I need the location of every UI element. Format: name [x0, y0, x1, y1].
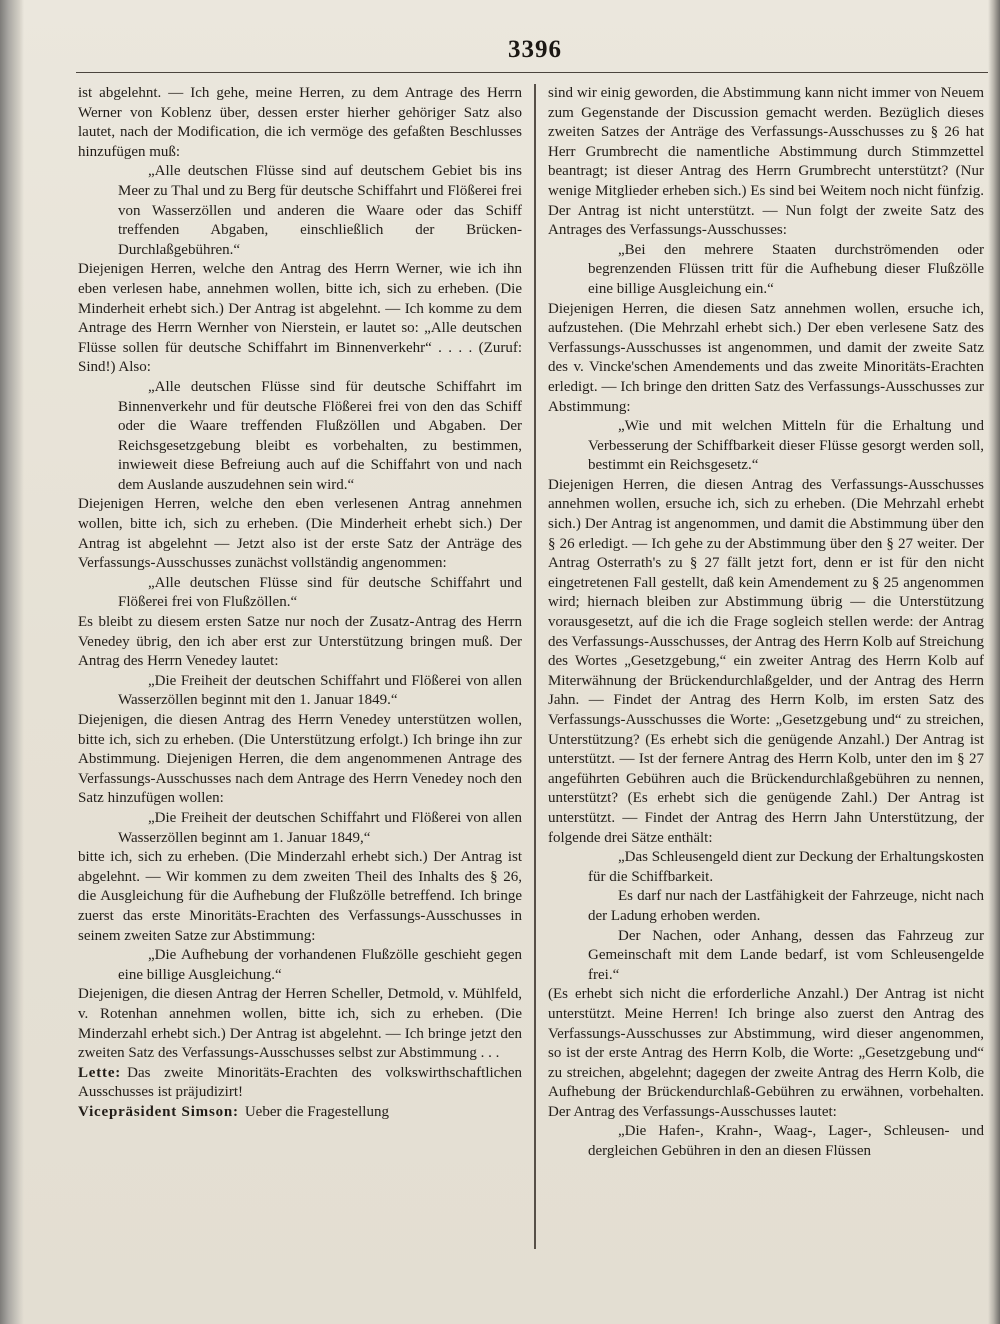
scan-edge-right: [988, 0, 1000, 1324]
header-rule: [76, 72, 988, 73]
body-paragraph: Diejenigen, die diesen Antrag der Herren Scheller, Detmold, v. Mühlfeld, v. Rotenhan annehmen wollen, bitte ich, sich zu erheben. (Die Minderzahl erhebt sich.) Der Antrag ist abgelehnt. — Ich bringe jetzt den zweiten Satz des Verfassungs-Ausschusses selbst zur Abstimmung . . .: [78, 986, 522, 1062]
quoted-motion: „Bei den mehrere Staaten durchströmenden oder begrenzenden Flüssen tritt für die Aufhebung dieser Flußzölle eine billige Ausgleichung ein.“: [588, 241, 984, 297]
scan-edge-left: [0, 0, 24, 1324]
body-paragraph: Diejenigen Herren, die diesen Antrag des Verfassungs-Ausschusses annehmen wollen, ersuche ich, sich zu erheben. (Die Mehrzahl erhebt sich.) Der Antrag ist angenommen, und damit die Abstimmung über den § 26 erledigt. — Ich gehe zu der Abstimmung über den § 27 weiter. Der Antrag Osterrath's zu § 27 fällt jetzt fort, denn er ist für den nicht eingetretenen Fall gestellt, daß kein Amendement zu § 25 angenommen wird; hiernach bleiben zur Abstimmung übrig — die Unterstützung vorausgesetzt, auf die ich die Frage sogleich stellen werde: der Antrag des Verfassungs-Ausschusses, der Antrag des Herrn Kolb auf Streichung des Wortes „Gesetzgebung,“ ein zweiter Antrag des Herrn Kolb auf Miterwähnung der Brückendurchlaßgelder, und der Antrag des Herrn Jahn. — Findet der Antrag des Herrn Kolb, im ersten Satz des Verfassungs-Ausschusses die Worte: „Gesetzgebung und“ zu streichen, Unterstützung? (Es erhebt sich die genügende Anzahl.) Der Antrag ist unterstützt. — Ist der fernere Antrag des Herrn Kolb, unter den im § 27 angeführten Gebühren auch die Brückendurchlaßgebühren zu nennen, unterstützt? (Es erhebt sich die genügende Zahl.) Der Antrag ist unterstützt. — Findet der Antrag des Herrn Jahn Unterstützung, der folgende drei Sätze enthält:: [548, 476, 984, 846]
body-paragraph: Diejenigen Herren, welche den eben verlesenen Antrag annehmen wollen, bitte ich, sich zu erheben. (Die Minderheit erhebt sich.) Der Antrag ist abgelehnt — Jetzt also ist der erste Satz der Anträge des Verfassungs-Ausschusses zunächst vollständig angenommen:: [78, 496, 522, 572]
quoted-motion: Es darf nur nach der Lastfähigkeit der Fahrzeuge, nicht nach der Ladung erhoben werden.: [588, 888, 984, 924]
body-paragraph: Es bleibt zu diesem ersten Satze nur noch der Zusatz-Antrag des Herrn Venedey übrig, den ich aber erst zur Unterstützung bringen muß. Der Antrag des Herrn Venedey lautet:: [78, 614, 522, 670]
quoted-motion: „Die Freiheit der deutschen Schiffahrt und Flößerei von allen Wasserzöllen beginnt am 1. Januar 1849,“: [118, 809, 522, 846]
speaker-name: Lette:: [78, 1064, 122, 1081]
quoted-motion: „Die Aufhebung der vorhandenen Flußzölle geschieht gegen eine billige Ausgleichung.“: [118, 947, 522, 983]
quoted-motion: Der Nachen, oder Anhang, dessen das Fahrzeug zur Gemeinschaft mit dem Lande bedarf, ist vom Schleusengelde frei.“: [588, 927, 984, 983]
quoted-motion: „Die Hafen-, Krahn-, Waag-, Lager-, Schleusen- und dergleichen Gebühren in den an diesen Flüssen: [588, 1123, 984, 1160]
speech-text: Das zweite Minoritäts-Erachten des volkswirthschaftlichen Ausschusses ist präjudizirt!: [78, 1064, 522, 1101]
column-divider: [534, 84, 536, 1249]
body-paragraph: Diejenigen Herren, welche den Antrag des Herrn Werner, wie ich ihn eben verlesen habe, annehmen wollen, bitte ich, sich zu erheben. (Die Minderheit erhebt sich.) Der Antrag ist abgelehnt. — Ich komme zu dem Antrage des Herrn Wernher von Nierstein, er lautet so: „Alle deutschen Flüsse sollen für deutsche Schiffahrt im Binnenverkehr“ . . . . (Zuruf: Sind!) Also:: [78, 261, 522, 376]
speech-simson: [78, 1103, 522, 1123]
body-paragraph: Diejenigen, die diesen Antrag des Herrn Venedey unterstützen wollen, bitte ich, sich zu erheben. (Die Unterstützung erfolgt.) Ich bringe ihn zur Abstimmung. Diejenigen Herren, die dem angenommenen Antrage des Verfassungs-Ausschusses nach dem Antrage des Herrn Venedey noch den Satz hinzufügen wollen:: [78, 712, 522, 807]
speech-text: Ueber die Fragestellung: [244, 1103, 389, 1120]
quoted-motion: „Die Freiheit der deutschen Schiffahrt und Flößerei von allen Wasserzöllen beginnt mit den 1. Januar 1849.“: [118, 672, 522, 709]
quoted-motion: „Alle deutschen Flüsse sind für deutsche Schiffahrt im Binnenverkehr und für deutsche Flößerei frei von den das Schiff oder die Waare treffenden Flußzöllen und Abgaben. Der Reichsgesetzgebung bleibt es vorbehalten, zu bestimmen, inwieweit diese Befreiung auch auf die Schiffahrt von und nach dem Auslande auszudehnen sein wird.“: [118, 378, 522, 493]
body-paragraph: sind wir einig geworden, die Abstimmung kann nicht immer von Neuem zum Gegenstande der Discussion gemacht werden. Bezüglich dieses zweiten Satzes der Anträge des Verfassungs-Ausschusses zu § 26 hat Herr Grumbrecht die namentliche Abstimmung durch Stimmzettel beantragt; ist dieser Antrag des Herrn Grumbrecht unterstützt? (Nur wenige Mitglieder erheben sich.) Es sind bei Weitem noch nicht fünfzig. Der Antrag ist nicht unterstützt. — Nun folgt der zweite Satz des Antrages des Verfassungs-Ausschusses:: [548, 85, 984, 239]
quoted-motion: „Wie und mit welchen Mitteln für die Erhaltung und Verbesserung der Schiffbarkeit dieser Flüsse gesorgt werden soll, bestimmt ein Reichsgesetz.“: [588, 418, 984, 474]
quoted-motion: „Das Schleusengeld dient zur Deckung der Erhaltungskosten für die Schiffbarkeit.: [588, 849, 984, 885]
speaker-name: Vicepräsident Simson:: [78, 1103, 239, 1120]
page-number: 3396: [508, 36, 562, 63]
quoted-motion: „Alle deutschen Flüsse sind auf deutschem Gebiet bis ins Meer zu Thal und zu Berg für deutsche Schiffahrt und Flößerei frei von Wasserzöllen und anderen die Waare oder das Schiff treffenden Abgaben, einschließlich der Brücken-Durchlaßgebühren.“: [118, 163, 522, 258]
body-paragraph: bitte ich, sich zu erheben. (Die Minderzahl erhebt sich.) Der Antrag ist abgelehnt. — Wir kommen zu dem zweiten Theil des Inhalts des § 26, die Ausgleichung für die Aufhebung der Flußzölle betreffend. Ich bringe zuerst das erste Minoritäts-Erachten des Verfassungs-Ausschusses in seinem zweiten Satze zur Abstimmung:: [78, 849, 522, 944]
body-paragraph: Diejenigen Herren, die diesen Satz annehmen wollen, ersuche ich, aufzustehen. (Die Mehrzahl erhebt sich.) Der eben verlesene Satz des Verfassungs-Ausschusses ist angenommen, und damit der zweite Satz des v. Vincke'schen Amendements und das zweite Minoritäts-Erachten erledigt. — Ich bringe den dritten Satz des Verfassungs-Ausschusses zur Abstimmung:: [548, 300, 984, 415]
speech-lette: [78, 1064, 522, 1103]
left-column: [78, 84, 522, 1122]
body-paragraph: (Es erhebt sich nicht die erforderliche Anzahl.) Der Antrag ist nicht unterstützt. Meine Herren! Ich bringe also zuerst den Antrag des Verfassungs-Ausschusses zur Abstimmung, wird dieser angenommen, so ist der erste Antrag des Herrn Kolb, die Worte: „Gesetzgebung und“ zu streichen, abgelehnt; dagegen der zweite Antrag des Herrn Kolb, die Aufhebung der Brückendurchlaß-Gebühren zu erwähnen, vorbehalten. Der Antrag des Verfassungs-Ausschusses lautet:: [548, 986, 984, 1120]
quoted-motion: „Alle deutschen Flüsse sind für deutsche Schiffahrt und Flößerei frei von Flußzöllen.“: [118, 574, 522, 611]
body-paragraph: ist abgelehnt. — Ich gehe, meine Herren, zu dem Antrage des Herrn Werner von Koblenz über, dessen erster hierher gehöriger Satz also lautet, nach der Modification, die ich vermöge des gefaßten Beschlusses hinzufügen muß:: [78, 85, 522, 160]
right-column: [548, 84, 984, 1162]
